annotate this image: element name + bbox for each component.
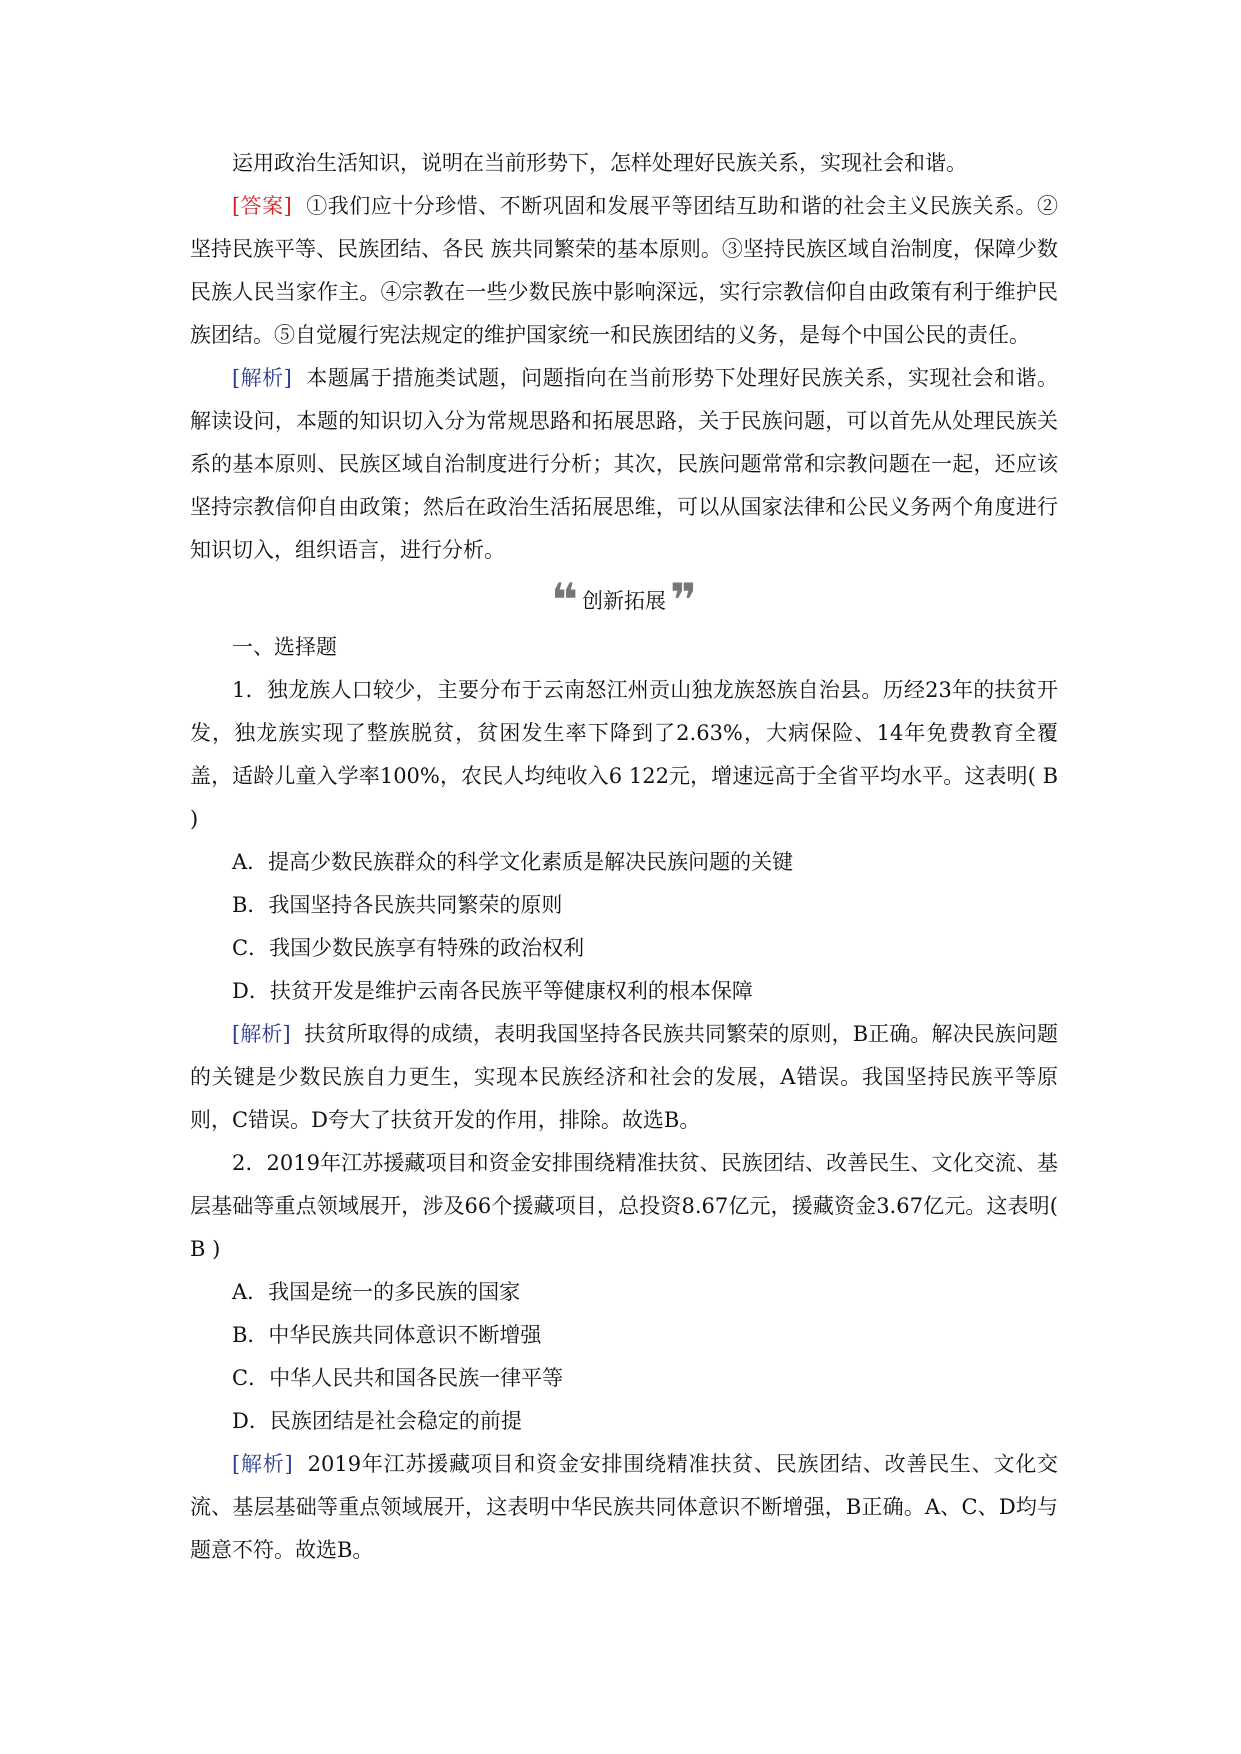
open-quote-icon: ❝ — [551, 573, 578, 627]
banner-title: 创新拓展 — [582, 589, 666, 613]
question-1-analysis-tag: [解析] — [232, 1022, 291, 1046]
question-2-option-a: A．我国是统一的多民族的国家 — [232, 1280, 521, 1304]
intro-paragraph: 运用政治生活知识，说明在当前形势下，怎样处理好民族关系，实现社会和谐。 — [232, 151, 967, 175]
close-quote-icon: ❞ — [670, 573, 697, 627]
page-content — [190, 142, 1058, 1572]
question-2-analysis-tag: [解析] — [232, 1452, 293, 1476]
question-1-analysis-text: 扶贫所取得的成绩，表明我国坚持各民族共同繁荣的原则，B正确。解决民族问题的关键是少数民族自力更生，实现本民族经济和社会的发展，A错误。我国坚持民族平等原则，C错误。D夸大了扶贫开发的作用，排除。故选B。 — [190, 1022, 1058, 1132]
analysis-paragraph — [190, 357, 1058, 572]
innovation-banner — [190, 574, 1058, 626]
question-2-option-b: B．中华民族共同体意识不断增强 — [232, 1323, 542, 1347]
question-2-analysis-text: 2019年江苏援藏项目和资金安排围绕精准扶贫、民族团结、改善民生、文化交流、基层基础等重点领域展开，这表明中华民族共同体意识不断增强，B正确。A、C、D均与题意不符。故选B。 — [190, 1452, 1059, 1562]
question-2-option-c: C．中华人民共和国各民族一律平等 — [232, 1366, 564, 1390]
question-2-stem: 2．2019年江苏援藏项目和资金安排围绕精准扶贫、民族团结、改善民生、文化交流、基层基础等重点领域展开，涉及66个援藏项目，总投资8.67亿元，援藏资金3.67亿元。这表明( B ) — [190, 1151, 1058, 1261]
question-2-option-d: D．民族团结是社会稳定的前提 — [232, 1409, 522, 1433]
question-1-option-c: C．我国少数民族享有特殊的政治权利 — [232, 936, 585, 960]
question-1-option-d: D．扶贫开发是维护云南各民族平等健康权利的根本保障 — [232, 979, 753, 1003]
question-1-analysis — [190, 1013, 1058, 1142]
answer-paragraph — [190, 185, 1058, 357]
answer-tag: [答案] — [232, 194, 292, 218]
question-1-option-b: B．我国坚持各民族共同繁荣的原则 — [232, 893, 563, 917]
question-1-option-a: A．提高少数民族群众的科学文化素质是解决民族问题的关键 — [232, 850, 794, 874]
question-1-stem: 1．独龙族人口较少，主要分布于云南怒江州贡山独龙族怒族自治县。历经23年的扶贫开发，独龙族实现了整族脱贫，贫困发生率下降到了2.63%，大病保险、14年免费教育全覆盖，适龄儿童入学率100%，农民人均纯收入6 122元，增速远高于全省平均水平。这表明( B ) — [190, 678, 1058, 831]
section-title: 一、选择题 — [232, 635, 337, 659]
analysis-text: 本题属于措施类试题，问题指向在当前形势下处理好民族关系，实现社会和谐。解读设问，本题的知识切入分为常规思路和拓展思路，关于民族问题，可以首先从处理民族关系的基本原则、民族区域自治制度进行分析；其次，民族问题常常和宗教问题在一起，还应该坚持宗教信仰自由政策；然后在政治生活拓展思维，可以从国家法律和公民义务两个角度进行知识切入，组织语言，进行分析。 — [190, 366, 1058, 562]
question-2-analysis — [190, 1443, 1058, 1572]
analysis-tag: [解析] — [232, 366, 292, 390]
answer-text: ①我们应十分珍惜、不断巩固和发展平等团结互助和谐的社会主义民族关系。②坚持民族平等、民族团结、各民 族共同繁荣的基本原则。③坚持民族区域自治制度，保障少数民族人民当家作主。④宗教在一些少数民族中影响深远，实行宗教信仰自由政策有利于维护民族团结。⑤自觉履行宪法规定的维护国家统一和民族团结的义务，是每个中国公民的责任。 — [190, 194, 1058, 347]
